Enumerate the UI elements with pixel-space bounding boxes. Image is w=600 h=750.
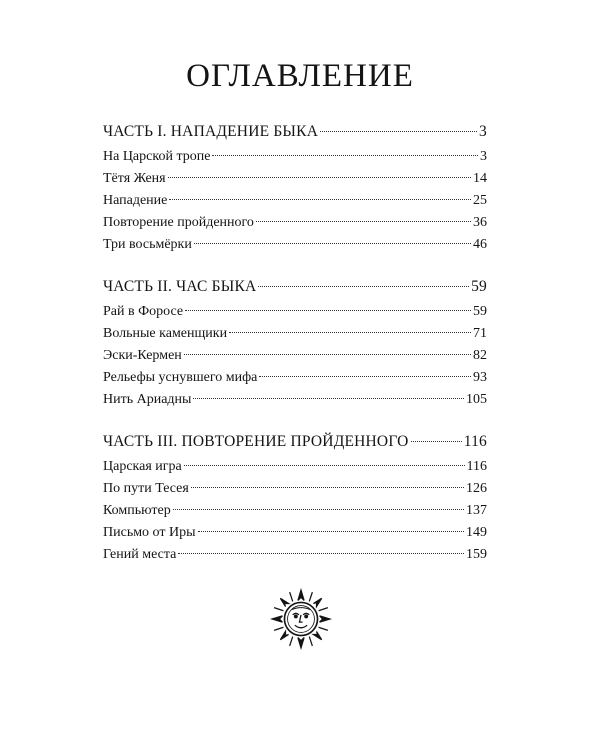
dot-leader bbox=[229, 332, 471, 333]
chapter-title: На Царской тропе bbox=[103, 149, 211, 164]
dot-leader bbox=[168, 177, 471, 178]
dot-leader bbox=[320, 131, 477, 132]
toc-entry[interactable] bbox=[103, 301, 487, 323]
page-number: 126 bbox=[466, 481, 487, 496]
page-title: ОГЛАВЛЕНИЕ bbox=[186, 58, 414, 94]
page-number: 116 bbox=[463, 433, 487, 450]
chapter-title: Рельефы уснувшего мифа bbox=[103, 370, 258, 385]
page-number: 3 bbox=[480, 149, 487, 164]
page-number: 3 bbox=[479, 123, 487, 140]
toc-entry[interactable] bbox=[103, 345, 487, 367]
dot-leader bbox=[258, 286, 469, 287]
toc-entry[interactable] bbox=[103, 456, 487, 478]
page-number: 59 bbox=[473, 304, 487, 319]
chapter-title: Гений места bbox=[103, 547, 177, 562]
toc-entry[interactable] bbox=[103, 168, 487, 190]
page-number: 71 bbox=[473, 326, 487, 341]
dot-leader bbox=[193, 398, 464, 399]
toc-entry[interactable] bbox=[103, 544, 487, 566]
page-number: 59 bbox=[471, 278, 487, 295]
page-number: 137 bbox=[466, 503, 487, 518]
chapter-title: Письмо от Иры bbox=[103, 525, 196, 540]
toc-entry[interactable] bbox=[103, 478, 487, 500]
toc-entry[interactable] bbox=[103, 190, 487, 212]
chapter-title: По пути Тесея bbox=[103, 481, 189, 496]
dot-leader bbox=[256, 221, 471, 222]
toc-entry[interactable] bbox=[103, 522, 487, 544]
page-number: 14 bbox=[473, 171, 487, 186]
part-heading-row[interactable] bbox=[103, 118, 487, 146]
chapter-title: Царская игра bbox=[103, 459, 182, 474]
toc-entry[interactable] bbox=[103, 500, 487, 522]
toc-entry[interactable] bbox=[103, 389, 487, 411]
page-number: 36 bbox=[473, 215, 487, 230]
dot-leader bbox=[185, 310, 471, 311]
dot-leader bbox=[411, 441, 462, 442]
chapter-title: Тётя Женя bbox=[103, 171, 166, 186]
toc-entry[interactable] bbox=[103, 323, 487, 345]
part-heading: ЧАСТЬ I. НАПАДЕНИЕ БЫКА bbox=[103, 123, 319, 140]
page-number: 159 bbox=[466, 547, 487, 562]
chapter-title: Нападение bbox=[103, 193, 168, 208]
toc-part-1 bbox=[103, 118, 487, 256]
part-heading-row[interactable] bbox=[103, 273, 487, 301]
dot-leader bbox=[198, 531, 464, 532]
dot-leader bbox=[184, 354, 471, 355]
page-number: 149 bbox=[466, 525, 487, 540]
chapter-title: Три восьмёрки bbox=[103, 237, 192, 252]
chapter-title: Компьютер bbox=[103, 503, 171, 518]
toc-entry[interactable] bbox=[103, 234, 487, 256]
toc-entry[interactable] bbox=[103, 146, 487, 168]
dot-leader bbox=[169, 199, 471, 200]
dot-leader bbox=[178, 553, 464, 554]
sun-face-icon bbox=[270, 588, 332, 650]
chapter-title: Вольные каменщики bbox=[103, 326, 228, 341]
dot-leader bbox=[173, 509, 464, 510]
toc-entry[interactable] bbox=[103, 212, 487, 234]
chapter-title: Эски-Кермен bbox=[103, 348, 182, 363]
dot-leader bbox=[212, 155, 478, 156]
chapter-title: Рай в Форосе bbox=[103, 304, 184, 319]
page-number: 82 bbox=[473, 348, 487, 363]
dot-leader bbox=[194, 243, 471, 244]
part-heading-row[interactable] bbox=[103, 428, 487, 456]
part-heading: ЧАСТЬ II. ЧАС БЫКА bbox=[103, 278, 257, 295]
dot-leader bbox=[184, 465, 465, 466]
chapter-title: Повторение пройденного bbox=[103, 215, 254, 230]
chapter-title: Нить Ариадны bbox=[103, 392, 192, 407]
dot-leader bbox=[191, 487, 464, 488]
page-number: 25 bbox=[473, 193, 487, 208]
toc-entry[interactable] bbox=[103, 367, 487, 389]
part-heading: ЧАСТЬ III. ПОВТОРЕНИЕ ПРОЙДЕННОГО bbox=[103, 433, 409, 450]
page-number: 116 bbox=[466, 459, 487, 474]
dot-leader bbox=[259, 376, 471, 377]
table-of-contents bbox=[103, 118, 487, 583]
page-number: 93 bbox=[473, 370, 487, 385]
toc-part-3 bbox=[103, 428, 487, 566]
page-number: 105 bbox=[466, 392, 487, 407]
toc-part-2 bbox=[103, 273, 487, 411]
page-number: 46 bbox=[473, 237, 487, 252]
